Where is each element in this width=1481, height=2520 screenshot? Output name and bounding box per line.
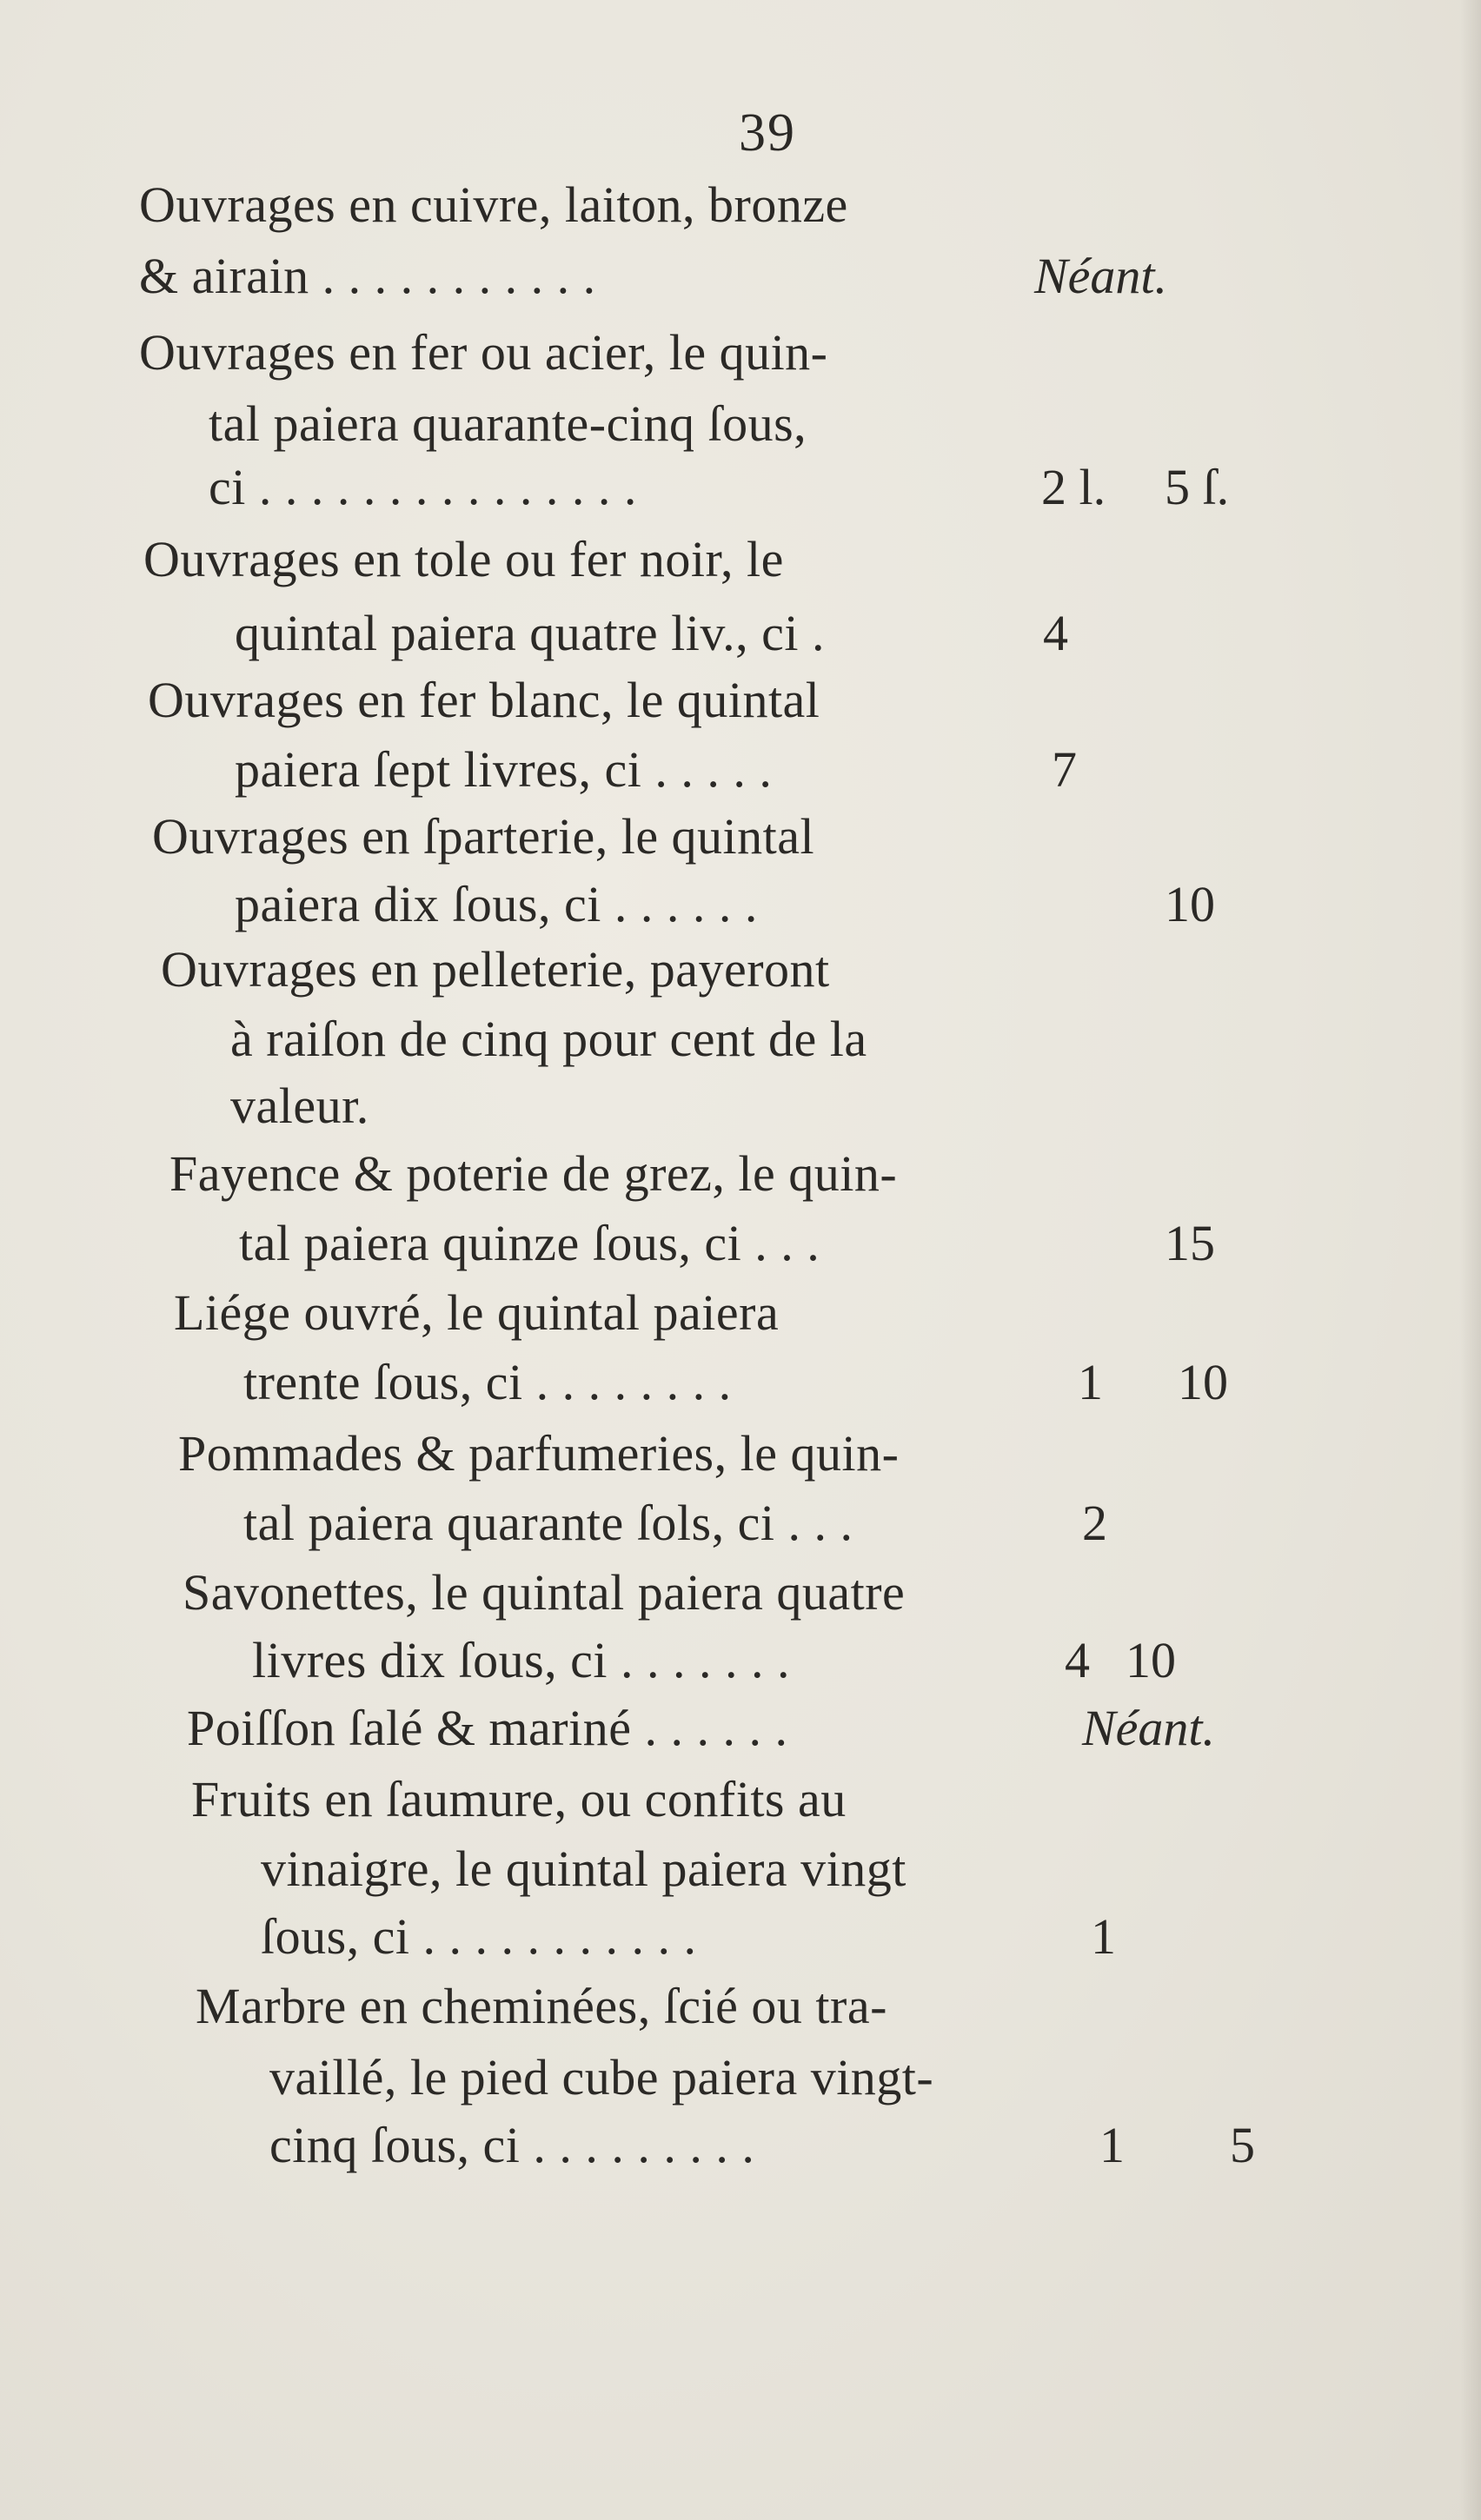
entry-line: paiera dix ſous, ci . . . . . . (235, 876, 758, 932)
entry-line: Ouvrages en cuivre, laiton, bronze (139, 176, 848, 233)
entry-amount: 7 (1052, 741, 1077, 798)
entry-line: quintal paiera quatre liv., ci . (235, 605, 825, 661)
entry-amount: 1 (1078, 1354, 1103, 1410)
entry-line: Ouvrages en pelleterie, payeront (161, 941, 830, 998)
entry-line: vaillé, le pied cube paiera vingt- (269, 2049, 934, 2106)
entry-amount: 4 (1043, 605, 1068, 661)
entry-amount: 15 (1165, 1215, 1215, 1271)
entry-line: livres dix ſous, ci . . . . . . . (252, 1632, 791, 1688)
entry-line: Poiſſon ſalé & mariné . . . . . . (187, 1700, 788, 1756)
entry-line: Liége ouvré, le quintal paiera (174, 1284, 780, 1341)
page-number: 39 (739, 103, 796, 162)
entry-line: & airain . . . . . . . . . . . (139, 248, 596, 304)
entry-amount: 1 (1099, 2117, 1125, 2173)
entry-amount: 5 ſ. (1165, 459, 1230, 515)
entry-amount: Néant. (1034, 248, 1168, 304)
entry-amount: 2 (1082, 1495, 1107, 1551)
entry-line: trente ſous, ci . . . . . . . . (243, 1354, 732, 1410)
entry-amount: 5 (1230, 2117, 1255, 2173)
entry-line: tal paiera quarante ſols, ci . . . (243, 1495, 853, 1551)
entry-line: Marbre en cheminées, ſcié ou tra- (196, 1978, 887, 2034)
entry-amount: 10 (1126, 1632, 1176, 1688)
entry-line: Ouvrages en tole ou fer noir, le (143, 531, 784, 587)
page-gutter-shadow (1460, 0, 1481, 2520)
entry-line: Fayence & poterie de grez, le quin- (169, 1145, 898, 1202)
entry-amount: 10 (1178, 1354, 1228, 1410)
entry-line: valeur. (230, 1078, 369, 1134)
entry-line: Savonettes, le quintal paiera quatre (183, 1564, 906, 1621)
entry-line: paiera ſept livres, ci . . . . . (235, 741, 773, 798)
entry-line: tal paiera quinze ſous, ci . . . (239, 1215, 820, 1271)
entry-line: ci . . . . . . . . . . . . . . . (209, 459, 637, 515)
entry-amount: 10 (1165, 876, 1215, 932)
entry-amount: 2 l. (1041, 459, 1106, 515)
entry-line: Pommades & parfumeries, le quin- (178, 1425, 900, 1482)
entry-line: Ouvrages en ſparterie, le quintal (152, 808, 815, 865)
entry-line: Ouvrages en fer ou acier, le quin- (139, 324, 828, 381)
entry-line: cinq ſous, ci . . . . . . . . . (269, 2117, 755, 2173)
entry-line: vinaigre, le quintal paiera vingt (261, 1840, 907, 1897)
entry-line: Fruits en ſaumure, ou confits au (191, 1771, 847, 1827)
entry-line: Ouvrages en fer blanc, le quintal (148, 672, 820, 728)
entry-line: tal paiera quarante-cinq ſous, (209, 395, 807, 452)
entry-amount: Néant. (1082, 1700, 1216, 1756)
entry-amount: 4 (1065, 1632, 1090, 1688)
entry-line: ſous, ci . . . . . . . . . . . (261, 1908, 697, 1965)
entry-amount: 1 (1091, 1908, 1116, 1965)
entry-line: à raiſon de cinq pour cent de la (230, 1011, 867, 1067)
